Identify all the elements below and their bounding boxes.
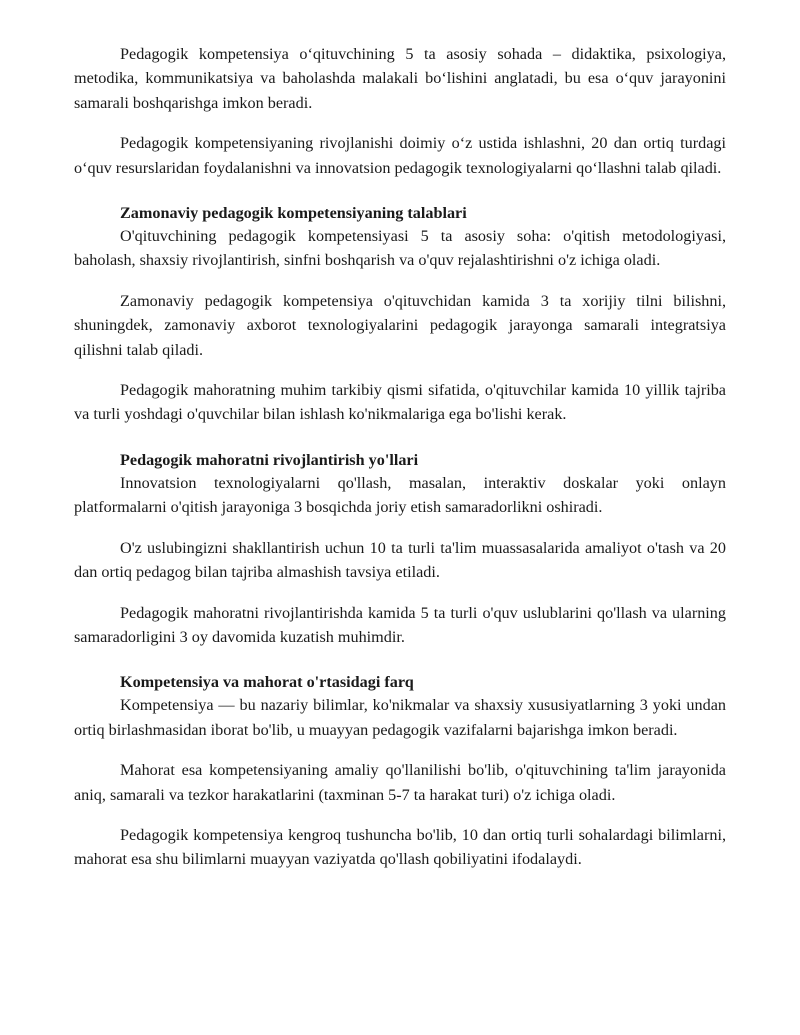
section-heading: Zamonaviy pedagogik kompetensiyaning talablari bbox=[120, 204, 467, 223]
section-heading: Pedagogik mahoratni rivojlantirish yo'llari bbox=[120, 450, 419, 469]
section-paragraph: Pedagogik mahoratni rivojlantirishda kamida 5 ta turli o'quv uslublarini qo'llash va ularning samaradorligini 3 oy davomida kuzatish muhimdir. bbox=[74, 603, 726, 646]
section-difference bbox=[74, 671, 726, 871]
document-page bbox=[74, 42, 726, 888]
section-paragraph: O'qituvchining pedagogik kompetensiyasi 5 ta asosiy soha: o'qitish metodologiyasi, baholash, shaxsiy rivojlantirish, sinfni boshqarish va o'quv rejalashtirishni o'z ichiga oladi. bbox=[74, 227, 726, 270]
intro-paragraph-2: Pedagogik kompetensiyaning rivojlanishi doimiy o‘z ustida ishlashni, 20 dan ortiq turdagi o‘quv resurslaridan foydalanishni va innovatsion pedagogik texnologiyalarni qo‘llashni talab qiladi. bbox=[74, 134, 726, 177]
section-paragraph: Pedagogik mahoratning muhim tarkibiy qismi sifatida, o'qituvchilar kamida 10 yillik tajriba va turli yoshdagi o'quvchilar bilan ishlash ko'nikmalariga ega bo'lishi kerak. bbox=[74, 381, 726, 424]
section-paragraph: Mahorat esa kompetensiyaning amaliy qo'llanilishi bo'lib, o'qituvchining ta'lim jarayonida aniq, samarali va tezkor harakatlarini (taxminan 5-7 ta harakat turi) o'z ichiga oladi. bbox=[74, 761, 726, 804]
section-paragraph: O'z uslubingizni shakllantirish uchun 10 ta turli ta'lim muassasalarida amaliyot o'tash va 20 dan ortiq pedagog bilan tajriba almashish tavsiya etiladi. bbox=[74, 538, 726, 582]
section-development-ways bbox=[74, 449, 726, 649]
intro-paragraph-1: Pedagogik kompetensiya o‘qituvchining 5 ta asosiy sohada – didaktika, psixologiya, metodika, kommunikatsiya va baholashda malakali bo‘lishini anglatadi, bu esa o‘quv jarayonini samarali boshqarishga imkon beradi. bbox=[74, 45, 726, 112]
section-paragraph: Kompetensiya — bu nazariy bilimlar, ko'nikmalar va shaxsiy xususiyatlarning 3 yoki undan ortiq birlashmasidan iborat bo'lib, u muayyan pedagogik vazifalarni bajarishga imkon beradi. bbox=[74, 696, 726, 739]
section-requirements bbox=[74, 202, 726, 427]
section-paragraph: Pedagogik kompetensiya kengroq tushuncha bo'lib, 10 dan ortiq turli sohalardagi bilimlarni, mahorat esa shu bilimlarni muayyan vaziyatda qo'llash qobiliyatini ifodalaydi. bbox=[74, 825, 726, 869]
section-paragraph: Innovatsion texnologiyalarni qo'llash, masalan, interaktiv doskalar yoki onlayn platformalarni o'qitish jarayoniga 3 bosqichda joriy etish samaradorlikni oshiradi. bbox=[74, 473, 726, 517]
section-paragraph: Zamonaviy pedagogik kompetensiya o'qituvchidan kamida 3 ta xorijiy tilni bilishni, shuningdek, zamonaviy axborot texnologiyalarini pedagogik jarayonga samarali integratsiya qilishni talab qiladi. bbox=[74, 291, 726, 359]
section-heading: Kompetensiya va mahorat o'rtasidagi farq bbox=[120, 673, 414, 692]
